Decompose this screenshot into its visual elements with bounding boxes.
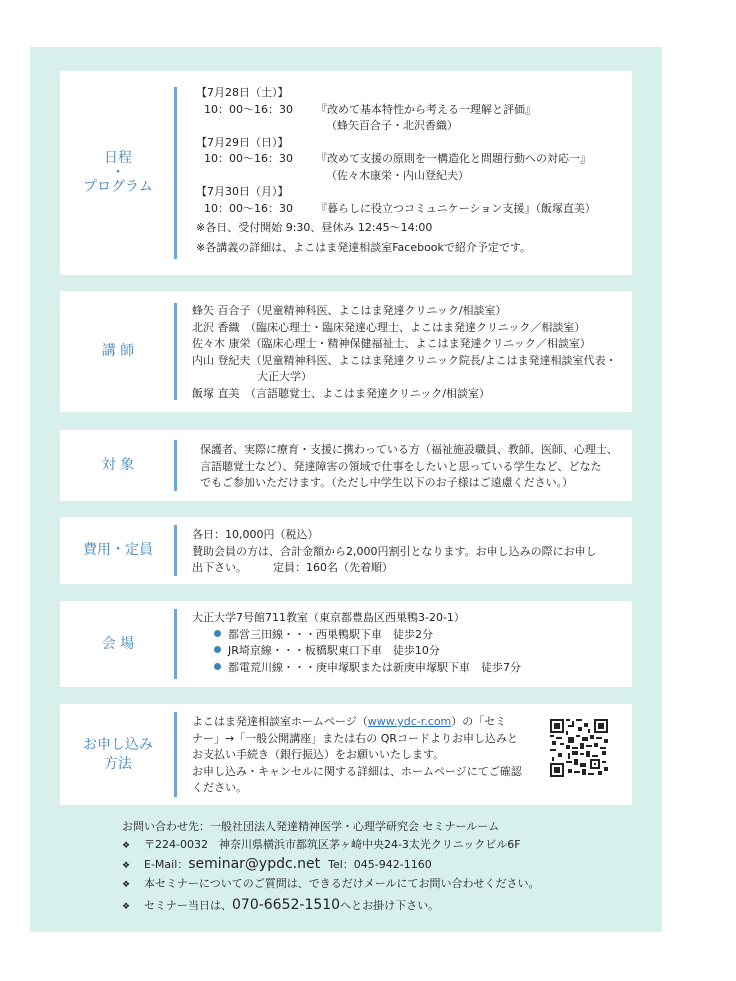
day1-speakers: （蜂矢百合子・北沢香織） [326,119,458,132]
lecturer-4-cont: 大正大学） [257,370,312,383]
schedule-card [60,71,632,275]
day1-date: 【7月28日（土）】 [196,86,289,99]
day3-date: 【7月30日（月）】 [196,185,289,198]
schedule-content [196,85,626,256]
contact-note: ❖ 本セミナーについてのご質問は、できるだけメールにてお問い合わせください。 [122,875,540,894]
venue-card [60,601,632,687]
lecturer-3: 佐々木 康栄（臨床心理士・精神保健福祉士、よこはま発達クリニック／相談室） [192,337,591,350]
target-label: 対 象 [101,457,135,473]
day2-speakers: （佐々木康栄・内山登紀夫） [326,168,469,182]
contact-footer [122,818,540,916]
fee-card [60,517,632,584]
bullet-icon: ❖ [122,902,131,912]
contact-address: ❖ 〒224-0032 神奈川県横浜市都筑区茅ヶ崎中央24-3太光クリニックビル6F [122,836,540,855]
schedule-label: 日程 ・ プログラム [83,150,153,195]
lecturers-label: 講 師 [101,343,135,359]
fee-divider [174,525,177,576]
day-of-phone: 070-6652-1510 [232,897,341,913]
schedule-divider [174,87,177,259]
bullet-icon [214,630,221,637]
lecturer-2: 北沢 香織 （臨床心理士・臨床発達心理士、よこはま発達クリニック／相談室） [192,320,586,334]
bullet-icon: ❖ [122,880,131,890]
venue-label: 会 場 [101,635,135,652]
lecturer-4: 内山 登紀夫（児童精神科医、よこはま発達クリニック院長/よこはま発達相談室代表・ [192,353,617,367]
venue-divider [174,609,177,679]
homepage-link[interactable]: www.ydc-r.com [367,715,452,728]
qr-code-icon[interactable] [550,719,608,777]
access-2: JR埼京線・・・板橋駅東口下車 徒歩10分 [192,643,626,660]
bullet-icon: ❖ [122,841,131,851]
lecturers-content [192,303,626,402]
access-3: 都電荒川線・・・庚申塚駅または新庚申塚駅下車 徒歩7分 [192,660,626,677]
contact-email-tel: ❖ E-Mail：seminar@ypdc.net Tel：045-942-1160 [122,855,540,875]
contact-org: お問い合わせ先：一般社団法人発達精神医学・心理学研究会 セミナールーム [122,820,500,833]
target-card [60,430,632,501]
bullet-icon [214,663,221,670]
fee-content: 各日：10,000円（税込） 賛助会員の方は、合計金額から2,000円割引となります。お申し込みの際にお申し 出下さい。 定員：160名（先着順） [192,528,597,574]
venue-content: 大正大学7号館711教室（東京都豊島区西巣鴨3-20-1） 都営三田線・・・西巣鴨駅下車 徒歩2分 JR埼京線・・・板橋駅東口下車 徒歩10分 都電荒川線・・・庚申塚駅または新庚申塚駅下車 徒歩7分 [192,610,626,676]
lecturer-1: 蜂矢 百合子（児童精神科医、よこはま発達クリニック/相談室） [192,304,507,317]
contact-day-of: ❖ セミナー当日は、070-6652-1510へとお掛け下さい。 [122,896,540,916]
day2-date: 【7月29日（日）】 [196,135,289,149]
apply-card [60,704,632,805]
target-content: 保護者、実際に療育・支援に携わっている方（福祉施設職員、教師、医師、心理士、 言語聴覚士など）、発達障害の領域で仕事をしたいと思っている学生など、どなた でもご参加いただけます。（ただし中学生以下のお子様はご遠慮ください。） [200,443,618,489]
fee-label: 費用・定員 [83,542,153,558]
access-1: 都営三田線・・・西巣鴨駅下車 徒歩2分 [192,627,626,644]
bullet-icon: ❖ [122,861,131,871]
lecturers-card [60,291,632,412]
target-divider [174,440,177,491]
lecturers-divider [174,303,177,400]
apply-label: お申し込み 方法 [83,736,153,772]
schedule-note-2: ※各講義の詳細は、よこはま発達相談室Facebookで紹介予定です。 [196,240,532,254]
schedule-note-1: ※各日、受付開始 9:30、昼休み 12:45～14:00 [196,221,433,234]
email-link[interactable]: seminar@ypdc.net [188,856,321,872]
day1-session: 10：00～16：30 『改めて基本特性から考える一理解と評価』 [204,102,536,116]
apply-content: よこはま発達相談室ホームページ（www.ydc-r.com）の「セミ ナー」→「一般公開講座」または右の QRコードよりお申し込みと お支払い手続き（銀行振込）をお願いいたします。 お申し込み・キャンセルに関する詳細は、ホームページにてご確認 ください。 [192,715,522,794]
bullet-icon [214,646,221,653]
day3-session: 10：00～16：30 『暮らしに役立つコミュニケーション支援』（飯塚直美） [204,201,596,215]
lecturer-5: 飯塚 直美 （言語聴覚士、よこはま発達クリニック/相談室） [192,386,491,400]
day2-session: 10：00～16：30 『改めて支援の原則を一構造化と問題行動への対応一』 [204,152,591,165]
apply-divider [174,712,177,797]
